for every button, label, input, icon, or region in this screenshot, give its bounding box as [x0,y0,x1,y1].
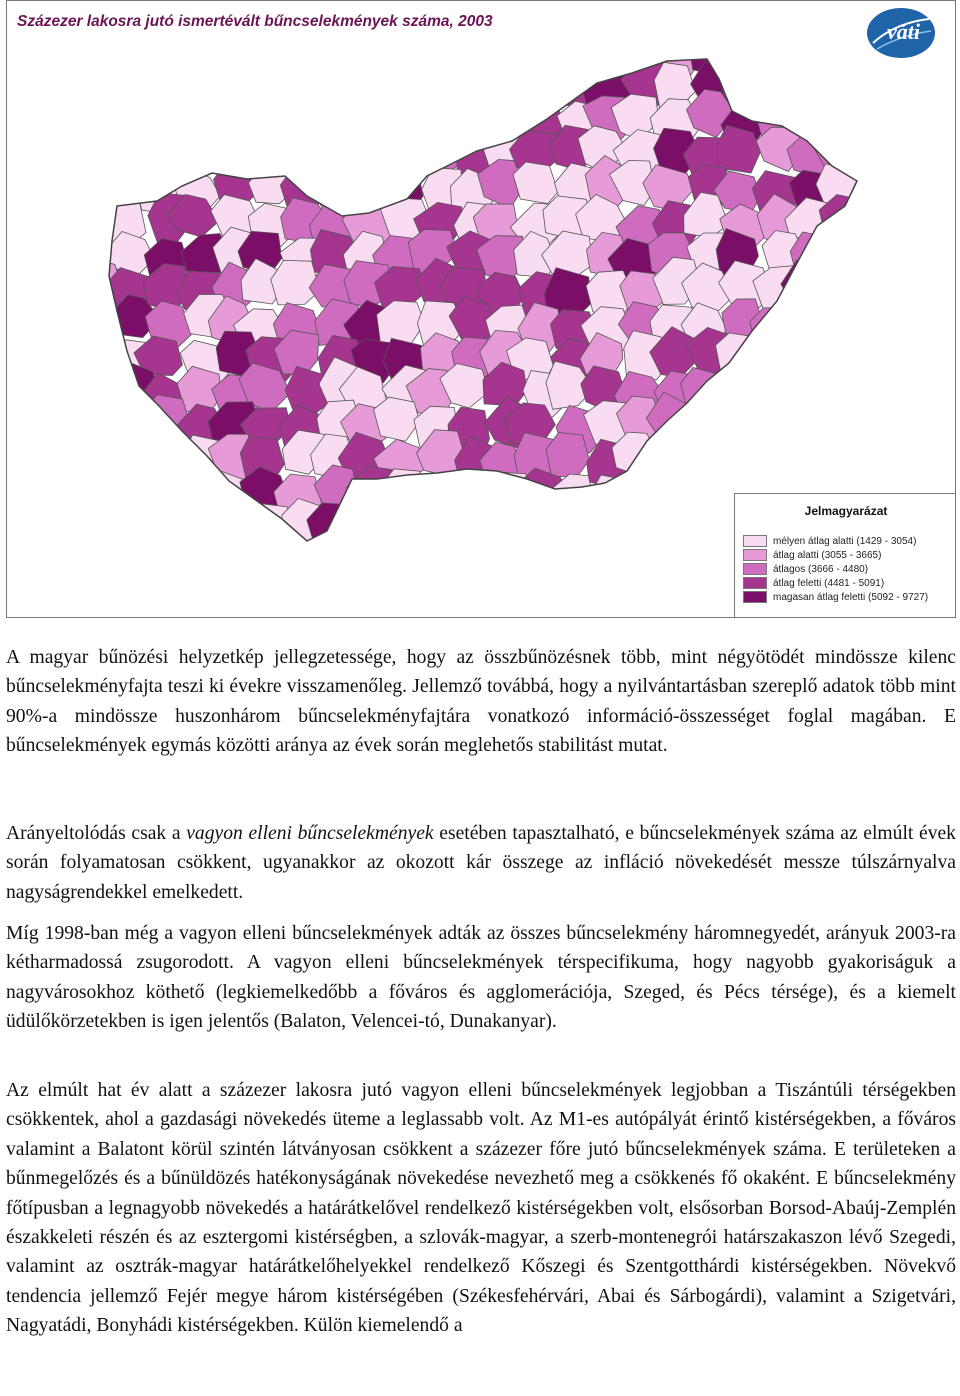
map-region [580,503,632,550]
map-region [790,71,841,112]
legend-item [743,548,881,562]
map-region [644,470,689,520]
map-region [680,464,725,512]
legend-label: átlag feletti (4481 - 5091) [773,577,885,589]
map-region [235,122,284,168]
map-region [592,475,639,518]
map-region [404,22,454,68]
map-region [819,400,866,453]
map-region [677,403,728,448]
paragraph-4 [6,1076,956,1341]
map-region [779,397,830,447]
map-region [713,403,760,448]
map-region [510,500,559,542]
map-region [691,439,741,482]
paragraph-text: Míg 1998-ban még a vagyon elleni bűncselekmények adták az összes bűncselekmény háromnegyedét, arányuk 2003-ra kétharmadossá zsugorodott. A vagyon elleni bűncselekmények térspecifikuma, hogy nagyobb gyakoriságuk a nagyvárosokhoz köthető (legkiemelkedőbb a főváros és agglomerációja, Szeged, és Pécs térsége), és a kiemelt üdülőkörzetekben is igen jelentős (Balaton, Velencei-tó, Dunakanyar). [6,923,956,1033]
map-region [103,61,150,109]
map-region [787,24,833,70]
map-region [383,57,434,103]
map-region [107,27,153,78]
legend-item [743,590,928,604]
map-region [786,371,835,421]
map-region [745,334,796,381]
map-region [270,25,318,74]
legend-item [743,576,884,590]
map-region [823,365,871,412]
map-region [315,135,366,178]
map-region [406,66,459,110]
map-region [722,27,772,71]
map-region [681,368,726,419]
paragraph-text-end: esetében tapasztalható, e bűncselekmények száma az elmúlt évek során folyamatosan csökkent, ugyanakkor az okozott kár összege az infláció növekedését messze túlszárnyalva nagyságrendekkel emelkedett. [6,823,956,903]
map-region [380,129,429,174]
map-region [337,95,385,147]
map-region [478,86,527,138]
map-region [762,58,808,106]
legend-swatch [743,563,767,575]
map-region [243,93,290,143]
map-region [105,471,148,517]
map-region [107,429,154,476]
map-region [280,104,329,150]
map-region [71,158,121,205]
map-region [818,87,867,135]
legend-title: Jelmagyarázat [804,504,888,518]
map-legend [734,493,956,618]
map-figure [6,0,956,618]
map-region [305,68,355,110]
map-region [411,510,459,555]
legend-item [743,562,868,576]
paragraph-text: Az elmúlt hat év alatt a százezer lakosra jutó vagyon elleni bűncselekmények legjobban a Tiszántúli térségekben csökkentek, ahol a gazdasági növekedés üteme a leglassabb volt. Az M1-es autópályát érintő kistérségekben, a főváros valamint a Balatont körül szintén látványosan csökkent a százezer főre jutó bűncselekmények száma. E területeken a bűnmegelőzés és a bűnüldözés hatékonyságának növekedése nevezhető meg a csökkenés fő okaként. E bűncselekmény főtípusban a legnagyobb növekedés a határátkelővel rendelkező kistérségekben volt, elsősorban Borsod-Abaúj-Zemplén északkeleti részén és az esztergomi kistérségben, a szlovák-magyar, a szerb-montenegrói határszakaszon lévő Szegedi, valamint az osztrák-magyar határátkelőhelyekkel rendelkező Kőszegi és Szentgotthárdi kistérségekben. Növekvő tendencia jellemző Fejér megye három kistérségében (Székesfehérvári, Abai és Sárbogárdi), valamint a Szigetvári, Nagyatádi, Bonyhádi kistérségekben. Külön kiemelendő a [6,1080,956,1337]
map-region [812,22,865,76]
paragraph-text [6,819,956,907]
map-region [544,515,596,556]
map-region [309,32,356,76]
map-region [545,29,597,77]
map-region [65,398,113,449]
legend-swatch [743,591,767,603]
map-region [174,504,227,551]
map-region [649,507,697,550]
map-region [134,124,190,173]
map-region [486,72,533,114]
legend-swatch [743,549,767,561]
map-region [793,292,836,341]
map-region [404,473,452,519]
map-region [445,475,491,522]
map-region [479,505,523,552]
map-region [449,55,500,107]
map-region [171,98,217,141]
map-region [103,498,153,541]
map-region [251,64,295,111]
map-region [450,101,498,147]
map-region [727,366,775,417]
map-region [718,434,764,482]
map-region [750,400,800,446]
legend-swatch [743,535,767,547]
map-region [689,509,735,549]
map-region [348,126,400,171]
paragraph-text-start: Arányeltolódás csak a [6,823,187,844]
map-region [650,439,702,488]
map-region [518,33,572,74]
map-region [793,94,836,142]
map-region [376,511,421,555]
map-region [140,58,187,109]
map-region [81,472,128,525]
map-region [411,93,456,135]
map-region [115,133,162,183]
map-region [349,158,400,204]
paragraph-3 [6,919,956,1037]
map-region [176,470,223,518]
legend-item [743,534,916,548]
map-region [251,33,299,82]
map-region [75,508,127,556]
map-title: Százezer lakosra jutó ismertévált bűncselekmények száma, 2003 [17,13,493,30]
map-region [338,505,388,553]
map-region [716,333,766,379]
map-region [792,330,834,377]
map-region [209,54,256,97]
emphasized-term: vagyon elleni bűncselekmények [186,823,434,844]
map-region [138,465,184,516]
map-region [215,130,260,176]
legend-label: átlagos (3666 - 4480) [773,563,869,575]
map-region [281,57,323,105]
map-region [613,499,665,549]
map-region [821,441,863,483]
map-region [480,19,527,68]
map-region [576,28,626,68]
map-region [821,266,868,311]
map-region [217,90,264,138]
map-region [74,133,125,186]
map-region [317,97,362,146]
legend-label: mélyen átlag alatti (1429 - 3054) [773,535,917,547]
legend-swatch [743,577,767,589]
map-region [816,234,864,281]
map-region [758,432,808,475]
map-region [826,302,874,352]
map-region [348,26,394,66]
map-region [74,360,118,406]
map-region [377,104,428,151]
paragraph-1 [6,643,956,761]
map-region [445,32,495,84]
paragraph-text: A magyar bűnözési helyzetkép jellegzetessége, hogy az összbűnözésnek több, mint négyötödét mindössze kilenc bűncselekményfajta teszi ki évekre visszamenőleg. Jellemző továbbá, hogy a nyilvántartásban szereplő adatok több mint 90%-a mindössze huszonhárom bűncselekményfajtára vonatkozó információ-összességet foglal magában. E bűncselekmények egymás közötti aránya az évek során meglehetős stabilitást mutat. [6,647,956,757]
map-region [107,404,154,457]
paragraph-2 [6,819,956,907]
legend-label: átlag alatti (3055 - 3665) [773,549,882,561]
map-region [69,100,114,147]
map-region [758,28,805,71]
map-region [793,437,839,490]
map-region [76,299,121,345]
map-region [172,68,223,111]
map-region [137,96,186,140]
map-region [180,30,230,75]
map-region [721,63,768,104]
map-region [273,124,322,169]
map-region [141,24,196,69]
legend-label: magasan átlag feletti (5092 - 9727) [773,591,929,603]
map-region [355,58,399,103]
map-region [138,439,187,484]
map-region [137,504,186,548]
map-region [217,27,264,74]
map-region [75,340,127,388]
map-region [63,432,111,478]
map-region [373,28,419,74]
map-region [68,66,120,108]
map-region [448,499,494,542]
map-region [826,332,873,380]
map-region [513,162,558,204]
map-region [112,87,163,136]
map-region [374,397,420,441]
map-region [823,64,873,113]
map-region [73,27,119,75]
svg-text:váti: váti [887,19,920,44]
map-region [758,366,804,416]
map-region [512,57,558,101]
map-region [215,507,263,555]
